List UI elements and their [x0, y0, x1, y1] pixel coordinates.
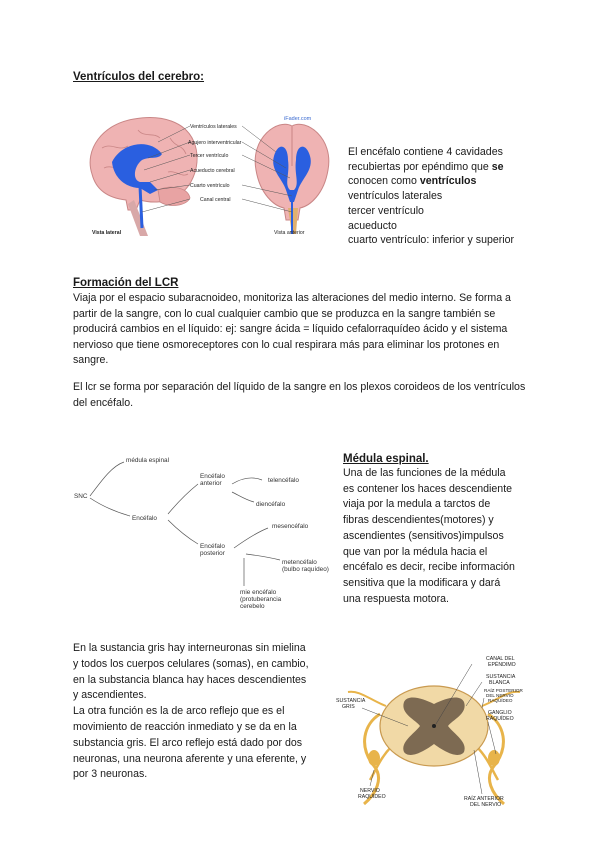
gris-line: y ascendientes.	[73, 689, 147, 702]
tree-encefalo: Encéfalo	[132, 515, 157, 522]
gris-line: en la substancia blanca hay haces descendientes	[73, 673, 307, 686]
gris-line: substancia gris. El arco reflejo está dado por dos	[73, 736, 303, 749]
fig2-label: DEL NERVIO	[470, 802, 502, 808]
gris-line: movimiento de reacción inmediato y se da en la	[73, 720, 297, 733]
fig-label: Ventrículos laterales	[190, 124, 237, 130]
tree-mielencefalo: cerebelo	[240, 603, 265, 610]
medula-line: es contener los haces descendiente	[343, 482, 513, 495]
fig2-label: GANGLIO	[488, 710, 512, 716]
watermark-text: iFader.com	[284, 116, 312, 122]
snc-tree-diagram	[72, 440, 332, 610]
fig2-label: NERVIO	[360, 788, 380, 794]
tree-encefalo-posterior: Encéfalo	[200, 543, 225, 550]
lcr-paragraph-2: El lcr se forma por separación del líquido de la sangre en los plexos coroideos de los ventrículos del encéfalo.	[73, 381, 526, 409]
fig-label: Canal central	[200, 197, 231, 203]
desc-line: cuarto ventrículo: inferior y superior	[348, 234, 515, 247]
tree-encefalo-posterior: posterior	[200, 550, 225, 557]
medula-text	[343, 466, 588, 607]
tree-telencefalo: telencéfalo	[268, 477, 299, 484]
medula-line: viaja por la medula a tarctos de	[343, 498, 491, 511]
fig2-label: RAQUÍDEO	[488, 698, 513, 703]
fig2-label: EPÉNDIMO	[488, 662, 516, 668]
fig2-label: RAÍZ ANTERIOR	[464, 796, 504, 802]
desc-line: ventrículos laterales	[348, 190, 443, 203]
desc-line: tercer ventrículo	[348, 204, 424, 217]
fig-label: Tercer ventrículo	[190, 153, 229, 159]
medula-title: Médula espinal.	[343, 453, 429, 465]
tree-diencefalo: diencéfalo	[256, 501, 286, 508]
tree-metencefalo: (bulbo raquídeo)	[282, 566, 329, 573]
fig2-label: RAQUÍDEO	[358, 794, 386, 800]
tree-encefalo-anterior: anterior	[200, 480, 222, 487]
medula-line: sensitiva que la modificara y dará	[343, 576, 501, 589]
tree-mielencefalo: mie encéfalo	[240, 589, 277, 596]
tree-metencefalo: metencéfalo	[282, 559, 317, 566]
medula-line: ascendientes (sensitivos)impulsos	[343, 529, 504, 542]
gris-line: En la sustancia gris hay interneuronas sin mielina	[73, 642, 306, 654]
fig2-label: CANAL DEL	[486, 656, 515, 662]
fig2-label: SUSTANCIA	[336, 698, 366, 704]
ventricles-description	[348, 145, 588, 248]
fig2-label: BLANCA	[489, 680, 510, 686]
gris-line: neuronas, una neurona aferente y una eferente, y	[73, 752, 307, 765]
lcr-paragraph-1: Viaja por el espacio subaracnoideo, monitoriza las alteraciones del medio interno. Se forma a partir de la sangre, con lo cual cualquier cambio que se produzca en la sangre también se producirá cambios en el líquido: ej: sangre ácida = líquido cefalorraquídeo ácido y el sistema nervioso que tiene osmoreceptores con lo cual respirara más para eliminar los protones en sangre.	[73, 292, 511, 367]
fig-label: Cuarto ventrículo	[190, 183, 230, 189]
ventricles-figure	[78, 108, 330, 240]
tree-mesencefalo: mesencéfalo	[272, 523, 309, 530]
desc-line: conocen como ventrículos	[348, 175, 477, 188]
gris-line: La otra función es la de arco reflejo que es el	[73, 705, 285, 718]
ventricles-title: Ventrículos del cerebro:	[73, 71, 205, 83]
tree-encefalo-anterior: Encéfalo	[200, 473, 225, 480]
lcr-title: Formación del LCR	[73, 277, 179, 289]
gris-line: por 3 neuronas.	[73, 768, 148, 781]
desc-line: recubiertas por epéndimo que se	[348, 160, 504, 173]
fig2-label: RAÍZ POSTERIOR	[484, 688, 523, 693]
desc-line: acueducto	[348, 219, 397, 232]
gris-line: y todos los cuerpos celulares (somas), en cambio,	[73, 657, 309, 670]
spinal-cord-figure	[334, 654, 534, 814]
fig2-label: GRIS	[342, 704, 355, 710]
sustancia-gris-text	[73, 641, 333, 783]
fig-label: Acueducto cerebral	[190, 168, 235, 174]
medula-line: que van por la médula hacia el	[343, 545, 488, 558]
medula-line: fibras descendientes(motores) y	[343, 514, 494, 527]
fig2-label: RAQUÍDEO	[486, 716, 514, 722]
tree-mielencefalo: (protuberancia	[240, 596, 282, 603]
caption-right: Vista anterior	[274, 230, 305, 236]
desc-line: El encéfalo contiene 4 cavidades	[348, 146, 503, 158]
medula-line: una respuesta motora.	[343, 592, 449, 605]
tree-root: SNC	[74, 493, 88, 500]
medula-line: Una de las funciones de la médula	[343, 467, 506, 479]
fig-label: Agujero interventricular	[188, 140, 242, 146]
fig2-label: DEL NERVIO	[486, 693, 514, 698]
caption-left: Vista lateral	[92, 230, 122, 236]
tree-medula: médula espinal	[126, 457, 169, 464]
medula-line: encéfalo es decir, recibe información	[343, 561, 515, 574]
fig2-label: SUSTANCIA	[486, 674, 516, 680]
